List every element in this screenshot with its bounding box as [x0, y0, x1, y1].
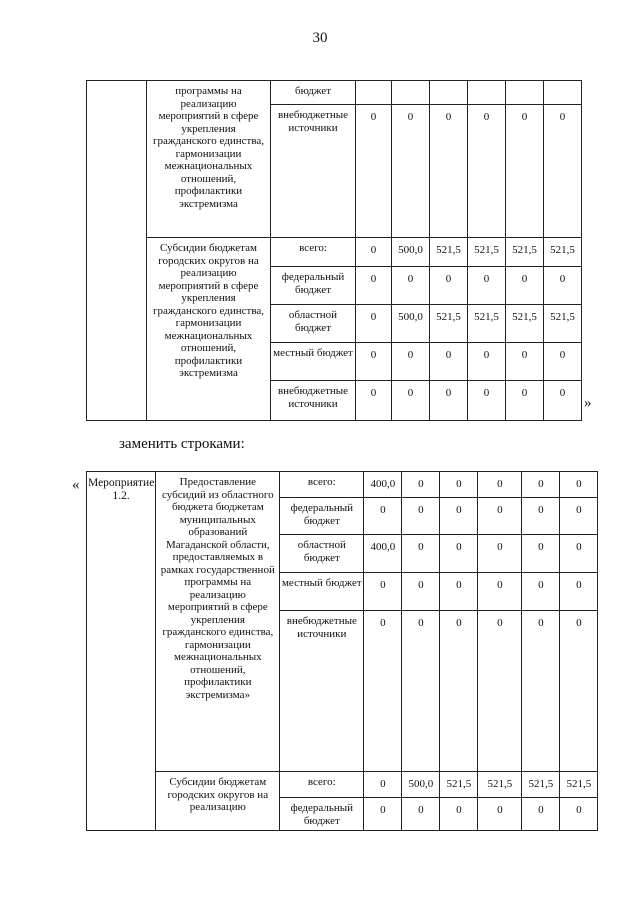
value-cell: 0: [402, 472, 440, 498]
value-cell: 0: [468, 381, 506, 421]
value-cell: 0: [402, 498, 440, 535]
value-cell: 0: [402, 535, 440, 573]
value-cell: 0: [392, 343, 430, 381]
value-cell: 521,5: [544, 305, 582, 343]
value-cell: 0: [522, 611, 560, 772]
value-cell: 0: [356, 105, 392, 238]
value-cell: 0: [560, 498, 598, 535]
value-cell: 0: [440, 498, 478, 535]
value-cell: 521,5: [430, 305, 468, 343]
value-cell: 0: [440, 535, 478, 573]
value-cell: 0: [440, 611, 478, 772]
opening-quote: «: [72, 477, 80, 493]
page-number: 30: [312, 30, 328, 46]
budget-source-cell: внебюджетные источники: [271, 105, 356, 238]
value-cell: 0: [560, 798, 598, 831]
value-cell: 0: [430, 343, 468, 381]
value-cell: 0: [544, 105, 582, 238]
table-row: [87, 772, 598, 798]
value-cell: 0: [430, 105, 468, 238]
value-cell: 0: [364, 573, 402, 611]
value-cell: 0: [560, 573, 598, 611]
budget-table-old: [86, 80, 582, 421]
description-cell: Субсидии бюджетам городских округов на реализацию: [156, 772, 280, 831]
value-cell: 0: [478, 573, 522, 611]
value-cell: 0: [356, 238, 392, 267]
value-cell: 0: [560, 472, 598, 498]
closing-quote: »: [584, 395, 592, 411]
budget-source-cell: местный бюджет: [271, 343, 356, 381]
budget-source-cell: всего:: [271, 238, 356, 267]
value-cell: 521,5: [522, 772, 560, 798]
value-cell: 0: [356, 267, 392, 305]
value-cell: 0: [440, 798, 478, 831]
value-cell: 0: [392, 381, 430, 421]
value-cell: 0: [392, 105, 430, 238]
budget-source-cell: местный бюджет: [280, 573, 364, 611]
value-cell: 0: [430, 267, 468, 305]
measure-id-cell: Мероприятие 1.2.: [87, 472, 156, 831]
value-cell: 0: [402, 573, 440, 611]
value-cell: 0: [560, 611, 598, 772]
value-cell: 521,5: [560, 772, 598, 798]
value-cell: 0: [544, 343, 582, 381]
value-cell: 0: [364, 498, 402, 535]
value-cell: 521,5: [430, 238, 468, 267]
value-cell: 0: [544, 381, 582, 421]
value-cell: 0: [468, 105, 506, 238]
value-cell: 0: [506, 343, 544, 381]
budget-source-cell: федеральный бюджет: [280, 798, 364, 831]
value-cell: 500,0: [392, 305, 430, 343]
value-cell: 0: [522, 472, 560, 498]
budget-source-cell: внебюджетные источники: [280, 611, 364, 772]
value-cell: 400,0: [364, 535, 402, 573]
value-cell: 0: [478, 535, 522, 573]
description-cell: программы на реализацию мероприятий в сфере укрепления гражданского единства, гармонизации межнациональных отношений, профилактики экстремизма: [147, 81, 271, 238]
value-cell: 0: [356, 343, 392, 381]
budget-source-cell: федеральный бюджет: [280, 498, 364, 535]
value-cell: 0: [544, 267, 582, 305]
value-cell: 521,5: [478, 772, 522, 798]
value-cell: 521,5: [506, 305, 544, 343]
description-cell: Предоставление субсидий из областного бюджета бюджетам муниципальных образований Магаданской области, предоставляемых в рамках государственной программы на реализацию мероприятий в сфере укрепления гражданского единства, гармонизации межнациональных отношений, профилактики экстремизма»: [156, 472, 280, 772]
budget-source-cell: бюджет: [271, 81, 356, 105]
value-cell: 0: [402, 798, 440, 831]
value-cell: 400,0: [364, 472, 402, 498]
budget-source-cell: областной бюджет: [271, 305, 356, 343]
value-cell: [506, 81, 544, 105]
value-cell: 0: [440, 472, 478, 498]
value-cell: [356, 81, 392, 105]
budget-source-cell: всего:: [280, 772, 364, 798]
value-cell: 0: [522, 798, 560, 831]
table-row: [87, 81, 582, 105]
value-cell: 521,5: [440, 772, 478, 798]
value-cell: 500,0: [392, 238, 430, 267]
value-cell: 0: [522, 535, 560, 573]
value-cell: 521,5: [506, 238, 544, 267]
table-row: [87, 472, 598, 498]
value-cell: [544, 81, 582, 105]
value-cell: 0: [468, 267, 506, 305]
value-cell: 0: [364, 798, 402, 831]
value-cell: 0: [478, 472, 522, 498]
value-cell: 0: [522, 573, 560, 611]
budget-source-cell: федеральный бюджет: [271, 267, 356, 305]
value-cell: [392, 81, 430, 105]
value-cell: 0: [522, 498, 560, 535]
value-cell: 0: [478, 611, 522, 772]
value-cell: 0: [506, 381, 544, 421]
value-cell: 500,0: [402, 772, 440, 798]
value-cell: 521,5: [544, 238, 582, 267]
value-cell: 0: [364, 772, 402, 798]
description-cell: Субсидии бюджетам городских округов на реализацию мероприятий в сфере укрепления гражданского единства, гармонизации межнациональных отношений, профилактики экстремизма: [147, 238, 271, 421]
value-cell: 0: [478, 498, 522, 535]
value-cell: 0: [468, 343, 506, 381]
value-cell: 521,5: [468, 238, 506, 267]
value-cell: [430, 81, 468, 105]
value-cell: 0: [560, 535, 598, 573]
budget-table-new: [86, 471, 598, 831]
value-cell: 0: [478, 798, 522, 831]
value-cell: 0: [430, 381, 468, 421]
value-cell: 0: [364, 611, 402, 772]
measure-id-cell: [87, 81, 147, 421]
budget-source-cell: всего:: [280, 472, 364, 498]
table-row: [87, 238, 582, 267]
value-cell: [468, 81, 506, 105]
budget-source-cell: внебюджетные источники: [271, 381, 356, 421]
value-cell: 0: [440, 573, 478, 611]
value-cell: 0: [392, 267, 430, 305]
value-cell: 0: [402, 611, 440, 772]
budget-source-cell: областной бюджет: [280, 535, 364, 573]
value-cell: 521,5: [468, 305, 506, 343]
value-cell: 0: [356, 381, 392, 421]
value-cell: 0: [506, 267, 544, 305]
value-cell: 0: [356, 305, 392, 343]
value-cell: 0: [506, 105, 544, 238]
replace-caption: заменить строками:: [119, 436, 245, 452]
